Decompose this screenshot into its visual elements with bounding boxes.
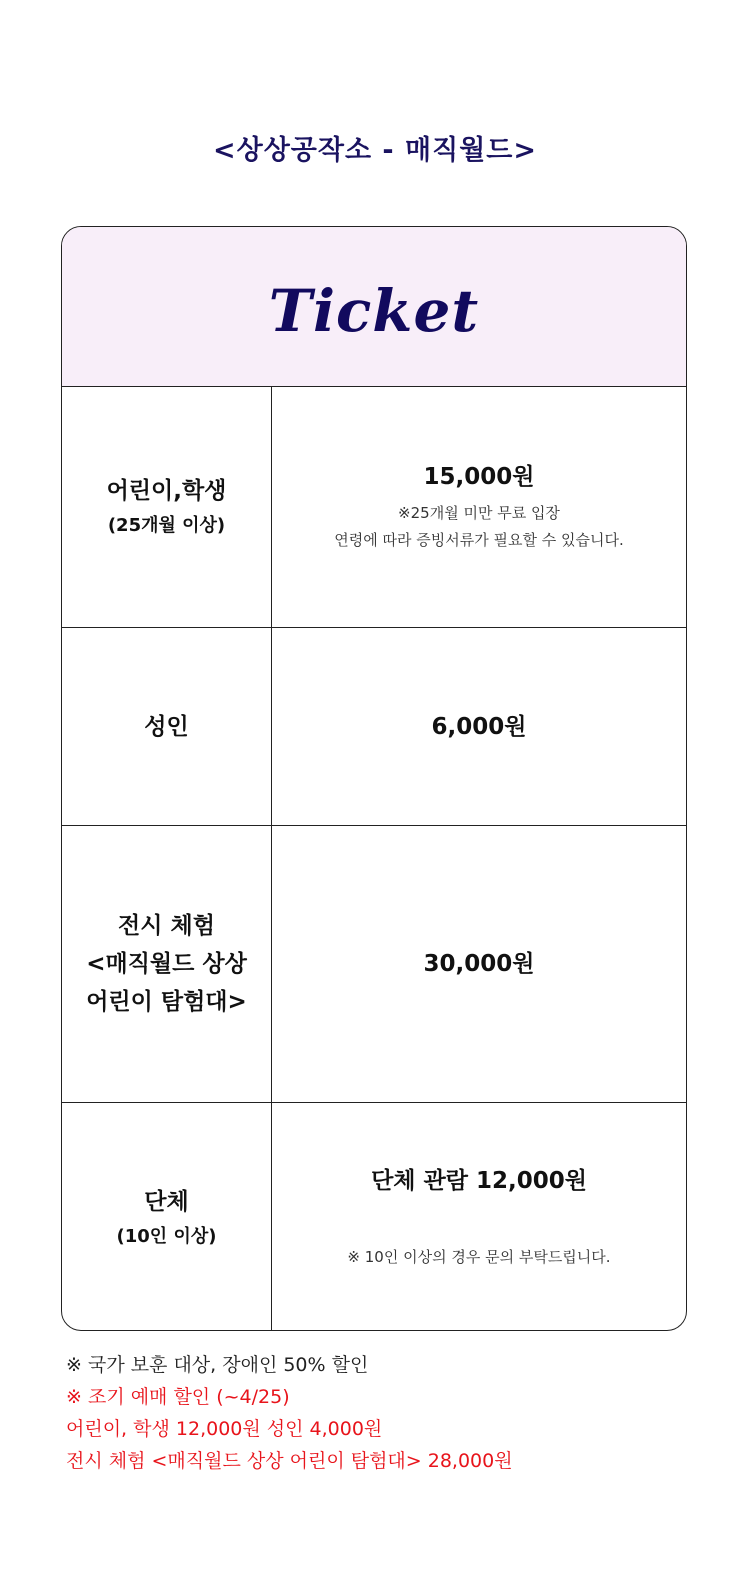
row-label-cell <box>62 826 272 1102</box>
row-label-cell <box>62 387 272 627</box>
row-note: ※ 10인 이상의 경우 문의 부탁드립니다. <box>347 1248 611 1266</box>
row-label-line: 전시 체험 <box>118 913 215 939</box>
ticket-heading: Ticket <box>268 276 480 345</box>
row-label: 어린이,학생 <box>106 478 227 504</box>
footnote-early-bird-line: 어린이, 학생 12,000원 성인 4,000원 <box>66 1418 383 1440</box>
footnote-early-bird-line: 전시 체험 <매직월드 상상 어린이 탐험대> 28,000원 <box>66 1450 513 1472</box>
row-price: 30,000원 <box>423 951 535 977</box>
ticket-price-table <box>61 226 687 1331</box>
row-label-line: 어린이 탐험대> <box>86 989 247 1015</box>
ticket-header <box>62 227 686 387</box>
table-row-group <box>62 1103 686 1331</box>
row-label-cell <box>62 1103 272 1331</box>
row-label-cell <box>62 628 272 825</box>
row-label: 성인 <box>144 713 189 740</box>
row-note: 연령에 따라 증빙서류가 필요할 수 있습니다. <box>334 531 624 549</box>
footnotes <box>66 1349 706 1477</box>
row-sublabel: (25개월 이상) <box>107 515 226 536</box>
row-label: 단체 <box>144 1188 189 1215</box>
row-price: 15,000원 <box>423 464 535 490</box>
row-value-cell <box>272 628 686 825</box>
row-sublabel: (10인 이상) <box>116 1225 217 1247</box>
table-row-adult <box>62 628 686 826</box>
row-value-cell <box>272 1103 686 1331</box>
footnote-early-bird-title: ※ 조기 예매 할인 (~4/25) <box>66 1386 290 1408</box>
row-price: 단체 관람 12,000원 <box>371 1168 587 1194</box>
row-value-cell <box>272 387 686 627</box>
table-row-exhibition <box>62 826 686 1103</box>
row-value-cell <box>272 826 686 1102</box>
footnote-discount: ※ 국가 보훈 대상, 장애인 50% 할인 <box>66 1354 369 1376</box>
page-title: <상상공작소 - 매직월드> <box>213 135 537 166</box>
row-label-line: <매직월드 상상 <box>86 951 247 977</box>
table-row-children <box>62 387 686 628</box>
row-price: 6,000원 <box>431 713 527 740</box>
row-note: ※25개월 미만 무료 입장 <box>398 504 560 522</box>
